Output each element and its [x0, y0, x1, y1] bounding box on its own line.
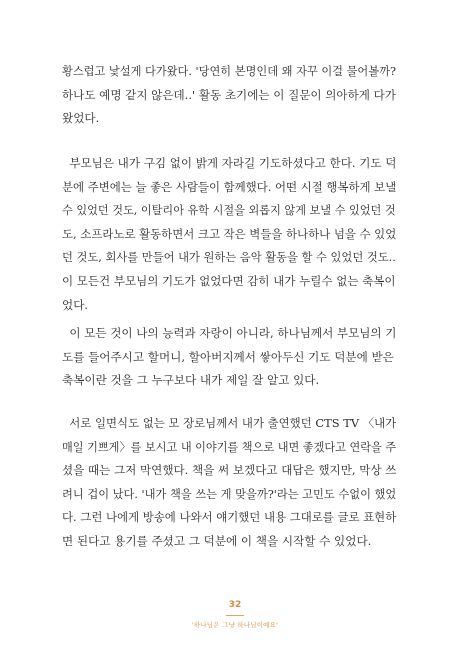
paragraph-line: 이 모든건 부모님의 기도가 없었다면 감히 내가 누릴수 없는 축복이 — [62, 273, 396, 288]
page-number: 32 — [228, 600, 242, 610]
paragraph-line: 수 있었던 것도, 이탈리아 유학 시절을 외롭지 않게 보낼 수 있었던 것 — [62, 203, 396, 218]
paragraph-4 — [62, 412, 396, 554]
paragraph-2 — [62, 152, 396, 317]
paragraph-3 — [62, 322, 396, 393]
paragraph-line: 분에 주변에는 늘 좋은 사람들이 함께했다. 어떤 시절 행복하게 보낼 — [62, 179, 397, 194]
paragraph-line: 도를 들어주시고 할머니, 할아버지께서 쌓아두신 기도 덕분에 받은 — [62, 349, 394, 364]
paragraph-line: 려니 겁이 났다. '내가 책을 쓰는 게 맞을까?'라는 고민도 수없이 했었 — [62, 486, 397, 501]
paragraph-line: 왔었다. — [62, 111, 100, 126]
folio-divider — [226, 615, 244, 616]
paragraph-line: 축복이란 것을 그 누구보다 내가 제일 잘 알고 있다. — [62, 373, 320, 388]
paragraph-line: 도, 소프라노로 활동하면서 크고 작은 벽들을 하나하나 넘을 수 있었 — [62, 226, 397, 241]
paragraph-1 — [62, 60, 396, 131]
paragraph-line: 부모님은 내가 구김 없이 밝게 자라길 기도하셨다고 한다. 기도 덕 — [62, 156, 397, 170]
running-title: '하나님은 그냥 하나님이예요' — [191, 621, 279, 629]
paragraph-line: 하나도 예명 같지 않은데..' 활동 초기에는 이 질문이 의아하게 다가 — [62, 87, 396, 102]
paragraph-line: 서로 일면식도 없는 모 장로님께서 내가 출연했던 CTS TV 〈내가 — [62, 416, 397, 430]
paragraph-line: 황스럽고 낯설게 다가왔다. '당연히 본명인데 왜 자꾸 이걸 물어볼까? — [62, 64, 396, 78]
paragraph-line: 매일 기쁘게〉를 보시고 내 이야기를 책으로 내면 좋겠다고 연락을 주 — [62, 439, 397, 454]
paragraph-line: 었다. — [62, 297, 89, 312]
paragraph-line: 다. 그런 나에게 방송에 나와서 얘기했던 내용 그대로를 글로 표현하 — [62, 510, 397, 525]
paragraph-line: 이 모든 것이 나의 능력과 자랑이 아니라, 하나님께서 부모님의 기 — [62, 326, 397, 340]
paragraph-line: 셨을 때는 그저 막연했다. 책을 써 보겠다고 대답은 했지만, 막상 쓰 — [62, 463, 397, 478]
paragraph-line: 던 것도, 회사를 만들어 내가 원하는 음악 활동을 할 수 있었던 것도.. — [62, 250, 396, 265]
paragraph-line: 면 된다고 용기를 주셨고 그 덕분에 이 책을 시작할 수 있었다. — [62, 533, 372, 548]
